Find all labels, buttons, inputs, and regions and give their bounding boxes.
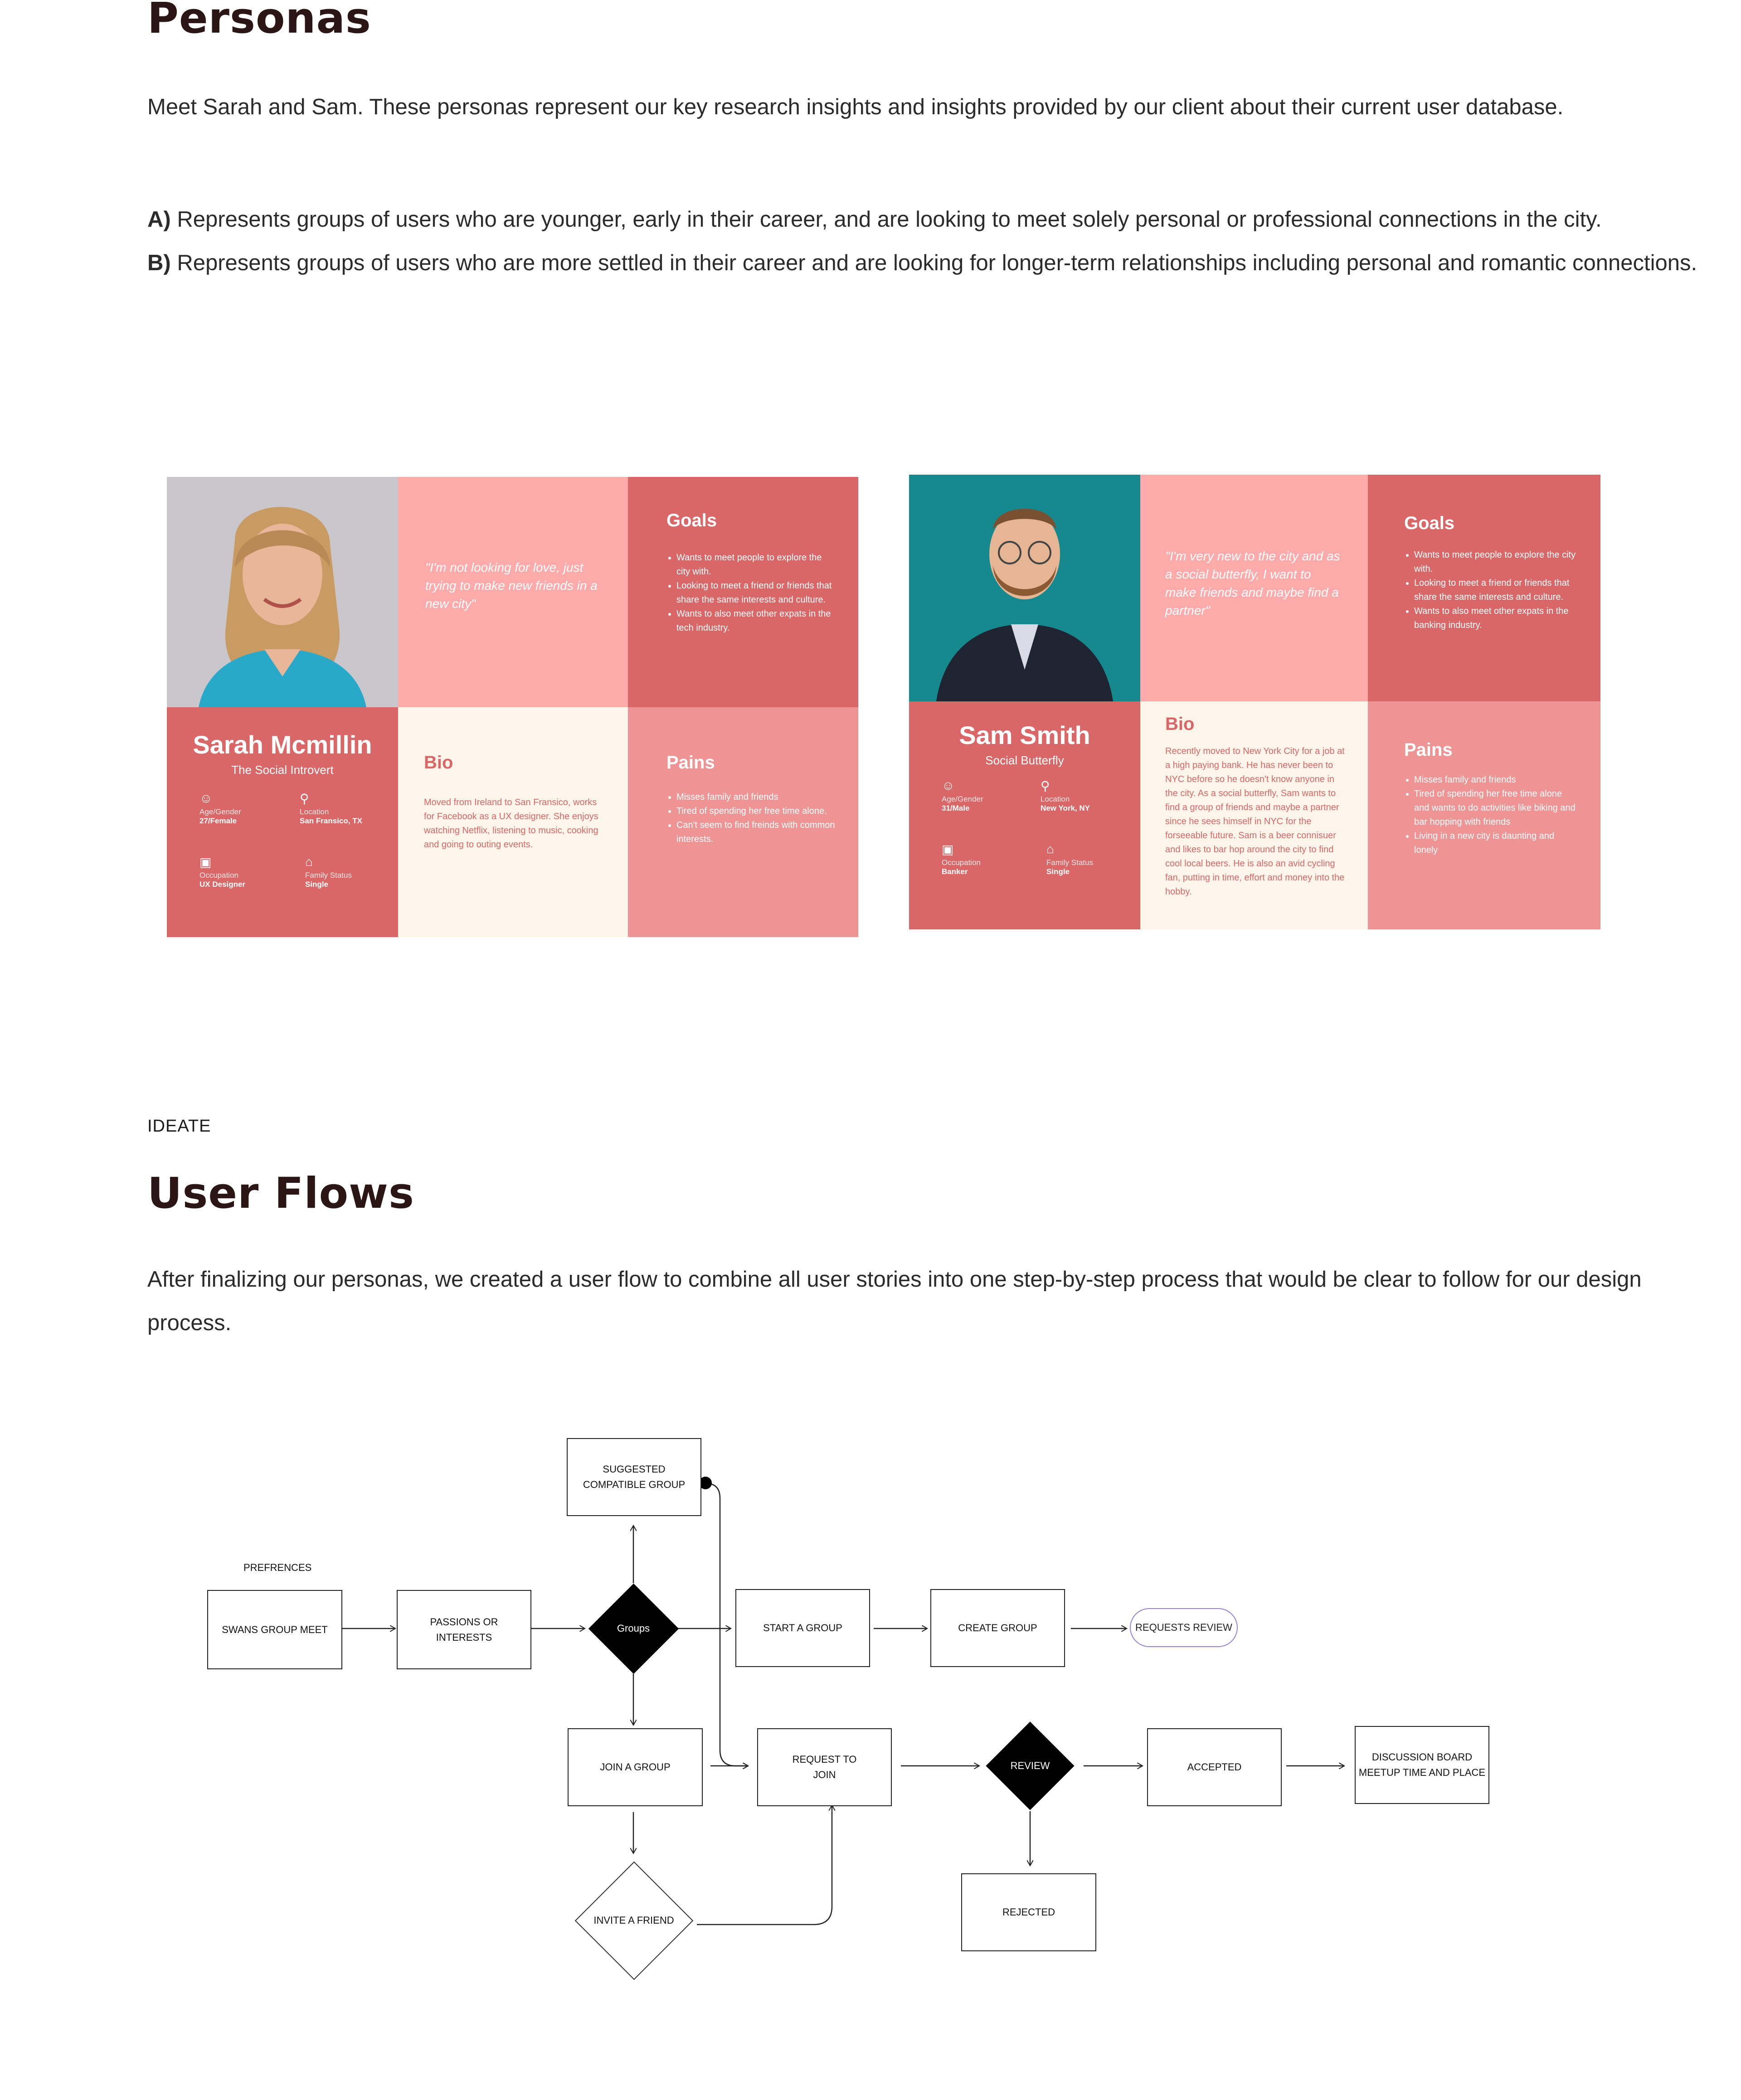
bio-text: Moved from Ireland to San Fransico, works for Facebook as a UX designer. She enjoys watching Netflix, listening to music, cooking and going to outing events.: [424, 797, 598, 850]
node-label: Groups: [617, 1623, 650, 1634]
attr-family: [305, 855, 352, 889]
persona-goals-box: [1368, 475, 1600, 701]
accepted-node: [1147, 1728, 1282, 1806]
briefcase-icon: ▣: [942, 842, 954, 856]
list-item: • Tired of spending her free time alone.: [676, 804, 836, 818]
node-label: INVITE A FRIEND: [593, 1915, 674, 1926]
list-item: • Tired of spending her free time alone and wants to do activities like biking and bar hopping with friends: [1414, 787, 1578, 829]
pains-list: [666, 790, 836, 846]
attr-age: [942, 778, 983, 813]
attr-value: Single: [305, 880, 329, 889]
node-label: REQUEST TO JOIN: [792, 1754, 857, 1780]
start-a-group-node: [735, 1589, 870, 1667]
bio-title: Bio: [424, 753, 453, 773]
goals-title: Goals: [666, 510, 717, 530]
pains-title: Pains: [666, 753, 715, 773]
persona-goals-box: [628, 477, 858, 707]
attr-value: UX Designer: [199, 880, 246, 889]
pains-list: [1404, 773, 1578, 857]
list-item: • Wants to meet people to explore the city with.: [1414, 548, 1578, 576]
persona-name: Sarah Mcmillin: [193, 730, 372, 759]
node-label: PASSIONS OR INTERESTS: [430, 1616, 498, 1643]
goals-title: Goals: [1404, 513, 1455, 533]
attr-location: [1041, 778, 1090, 813]
persona-card-sam: [909, 475, 1600, 929]
attr-value: Banker: [942, 867, 968, 876]
group-b-text: Represents groups of users who are more settled in their career and are looking for longer-term relationships including personal and romantic connections.: [170, 251, 1697, 275]
list-item: • Wants to also meet other expats in the tech industry.: [676, 607, 836, 635]
attr-location: [300, 791, 362, 826]
attr-value: 27/Female: [199, 817, 237, 825]
node-label: REJECTED: [1002, 1906, 1055, 1918]
node-label: CREATE GROUP: [958, 1622, 1037, 1633]
list-item: • Living in a new city is daunting and lonely: [1414, 829, 1578, 857]
portrait-sarah-image: [167, 477, 398, 707]
discussion-board-node: [1355, 1726, 1489, 1804]
create-group-node: [930, 1589, 1065, 1667]
attr-label: Age/Gender: [942, 795, 983, 803]
attr-occupation: [199, 855, 245, 889]
group-a-text: Represents groups of users who are younger, early in their career, and are looking to meet solely personal or professional connections in the city.: [170, 207, 1602, 232]
attr-value: New York, NY: [1041, 804, 1090, 812]
persona-bio-box: [1140, 701, 1368, 929]
persona-name-box: [909, 701, 1140, 929]
list-item: • Misses family and friends: [676, 790, 836, 804]
list-item: • Wants to also meet other expats in the banking industry.: [1414, 604, 1578, 632]
persona-card-sarah: [167, 477, 858, 937]
group-b-label: B): [147, 251, 171, 275]
group-a-label: A): [147, 207, 171, 232]
personas-groups: [147, 198, 1698, 285]
attr-label: Age/Gender: [199, 807, 241, 816]
node-label: JOIN A GROUP: [600, 1761, 671, 1773]
persona-quote: "I'm very new to the city and as a social butterfly, I want to make friends and maybe find a partner": [1165, 549, 1340, 617]
persona-name: Sam Smith: [959, 721, 1090, 749]
list-item: • Misses family and friends: [1414, 773, 1578, 787]
user-flows-intro: After finalizing our personas, we created a user flow to combine all user stories into one step-by-step process that would be clear to follow for our design process.: [147, 1267, 1642, 1335]
section-eyebrow: IDEATE: [147, 1117, 211, 1136]
location-pin-icon: ⚲: [300, 792, 309, 806]
node-label: REQUESTS REVIEW: [1135, 1622, 1232, 1633]
persona-photo: [909, 475, 1140, 701]
attr-family: [1046, 842, 1093, 876]
list-item: • Wants to meet people to explore the city with.: [676, 551, 836, 579]
node-label: ACCEPTED: [1187, 1761, 1242, 1773]
bio-title: Bio: [1165, 714, 1195, 734]
goals-list: [1404, 548, 1578, 632]
attr-label: Location: [300, 807, 329, 816]
goals-list: [666, 551, 836, 635]
request-to-join-node: [757, 1728, 892, 1806]
bio-text: Recently moved to New York City for a job at a high paying bank. He has never been to NYC before so he doesn't know anyone in the city. As a social butterfly, Sam wants to find a group of friends and maybe a partner since he sees himself in NYC for the forseeable future. Sam is a beer connisuer and likes to bar hop around the city to find cool local beers. He is also an avid cycling fan, putting in time, effort and money into the hobby.: [1165, 746, 1345, 897]
suggested-compatible-group-node: [567, 1438, 701, 1516]
user-flows-heading: User Flows: [147, 1169, 414, 1218]
swans-group-meet-node: [207, 1590, 342, 1669]
attr-label: Occupation: [199, 871, 238, 880]
persona-quote: "I'm not looking for love, just trying to make new friends in a new city": [425, 560, 598, 611]
pains-title: Pains: [1404, 740, 1453, 760]
person-icon: ☺: [199, 791, 213, 805]
attr-label: Occupation: [942, 858, 981, 867]
persona-role: Social Butterfly: [985, 753, 1064, 767]
location-pin-icon: ⚲: [1041, 779, 1050, 793]
attr-value: San Fransico, TX: [300, 817, 362, 825]
persona-photo: [167, 477, 398, 707]
attr-label: Family Status: [1046, 858, 1093, 867]
persona-quote-box: [398, 477, 628, 707]
node-label: SUGGESTED COMPATIBLE GROUP: [583, 1463, 686, 1490]
list-item: • Can't seem to find freinds with common interests.: [676, 818, 836, 846]
persona-name-box: [167, 707, 398, 937]
persona-role: The Social Introvert: [231, 763, 334, 777]
attr-value: Single: [1046, 867, 1070, 876]
person-icon: ☺: [942, 778, 955, 792]
groups-decision-node: [588, 1583, 679, 1674]
house-icon: ⌂: [305, 855, 313, 869]
house-icon: ⌂: [1046, 842, 1054, 856]
join-a-group-node: [568, 1728, 703, 1806]
briefcase-icon: ▣: [199, 855, 212, 869]
requests-review-node: [1130, 1608, 1238, 1647]
attr-value: 31/Male: [942, 804, 970, 812]
node-label: SWANS GROUP MEET: [222, 1624, 328, 1635]
attr-label: Location: [1041, 795, 1070, 803]
persona-pains-box: [628, 707, 858, 937]
node-label: START A GROUP: [763, 1622, 842, 1633]
list-item: • Looking to meet a friend or friends that share the same interests and culture.: [676, 579, 836, 607]
list-item: • Looking to meet a friend or friends that share the same interests and culture.: [1414, 576, 1578, 604]
node-label: MEETUP TIME AND PLACE: [1358, 1767, 1486, 1778]
review-decision-node: [985, 1721, 1075, 1811]
prefrences-note: PREFRENCES: [243, 1562, 312, 1573]
rejected-node: [961, 1873, 1096, 1951]
persona-bio-box: [398, 707, 628, 937]
node-label: DISCUSSION BOARD: [1371, 1751, 1473, 1763]
personas-heading: Personas: [147, 0, 371, 43]
node-label: REVIEW: [1010, 1760, 1050, 1771]
passions-or-interests-node: [397, 1590, 531, 1669]
attr-occupation: [942, 842, 981, 876]
attr-label: Family Status: [305, 871, 352, 880]
portrait-sam-image: [909, 475, 1140, 701]
persona-quote-box: [1140, 475, 1368, 701]
attr-age: [199, 791, 241, 826]
persona-pains-box: [1368, 701, 1600, 929]
personas-intro: Meet Sarah and Sam. These personas represent our key research insights and insights provided by our client about their current user database.: [147, 95, 1564, 119]
invite-a-friend-node: [574, 1861, 693, 1980]
